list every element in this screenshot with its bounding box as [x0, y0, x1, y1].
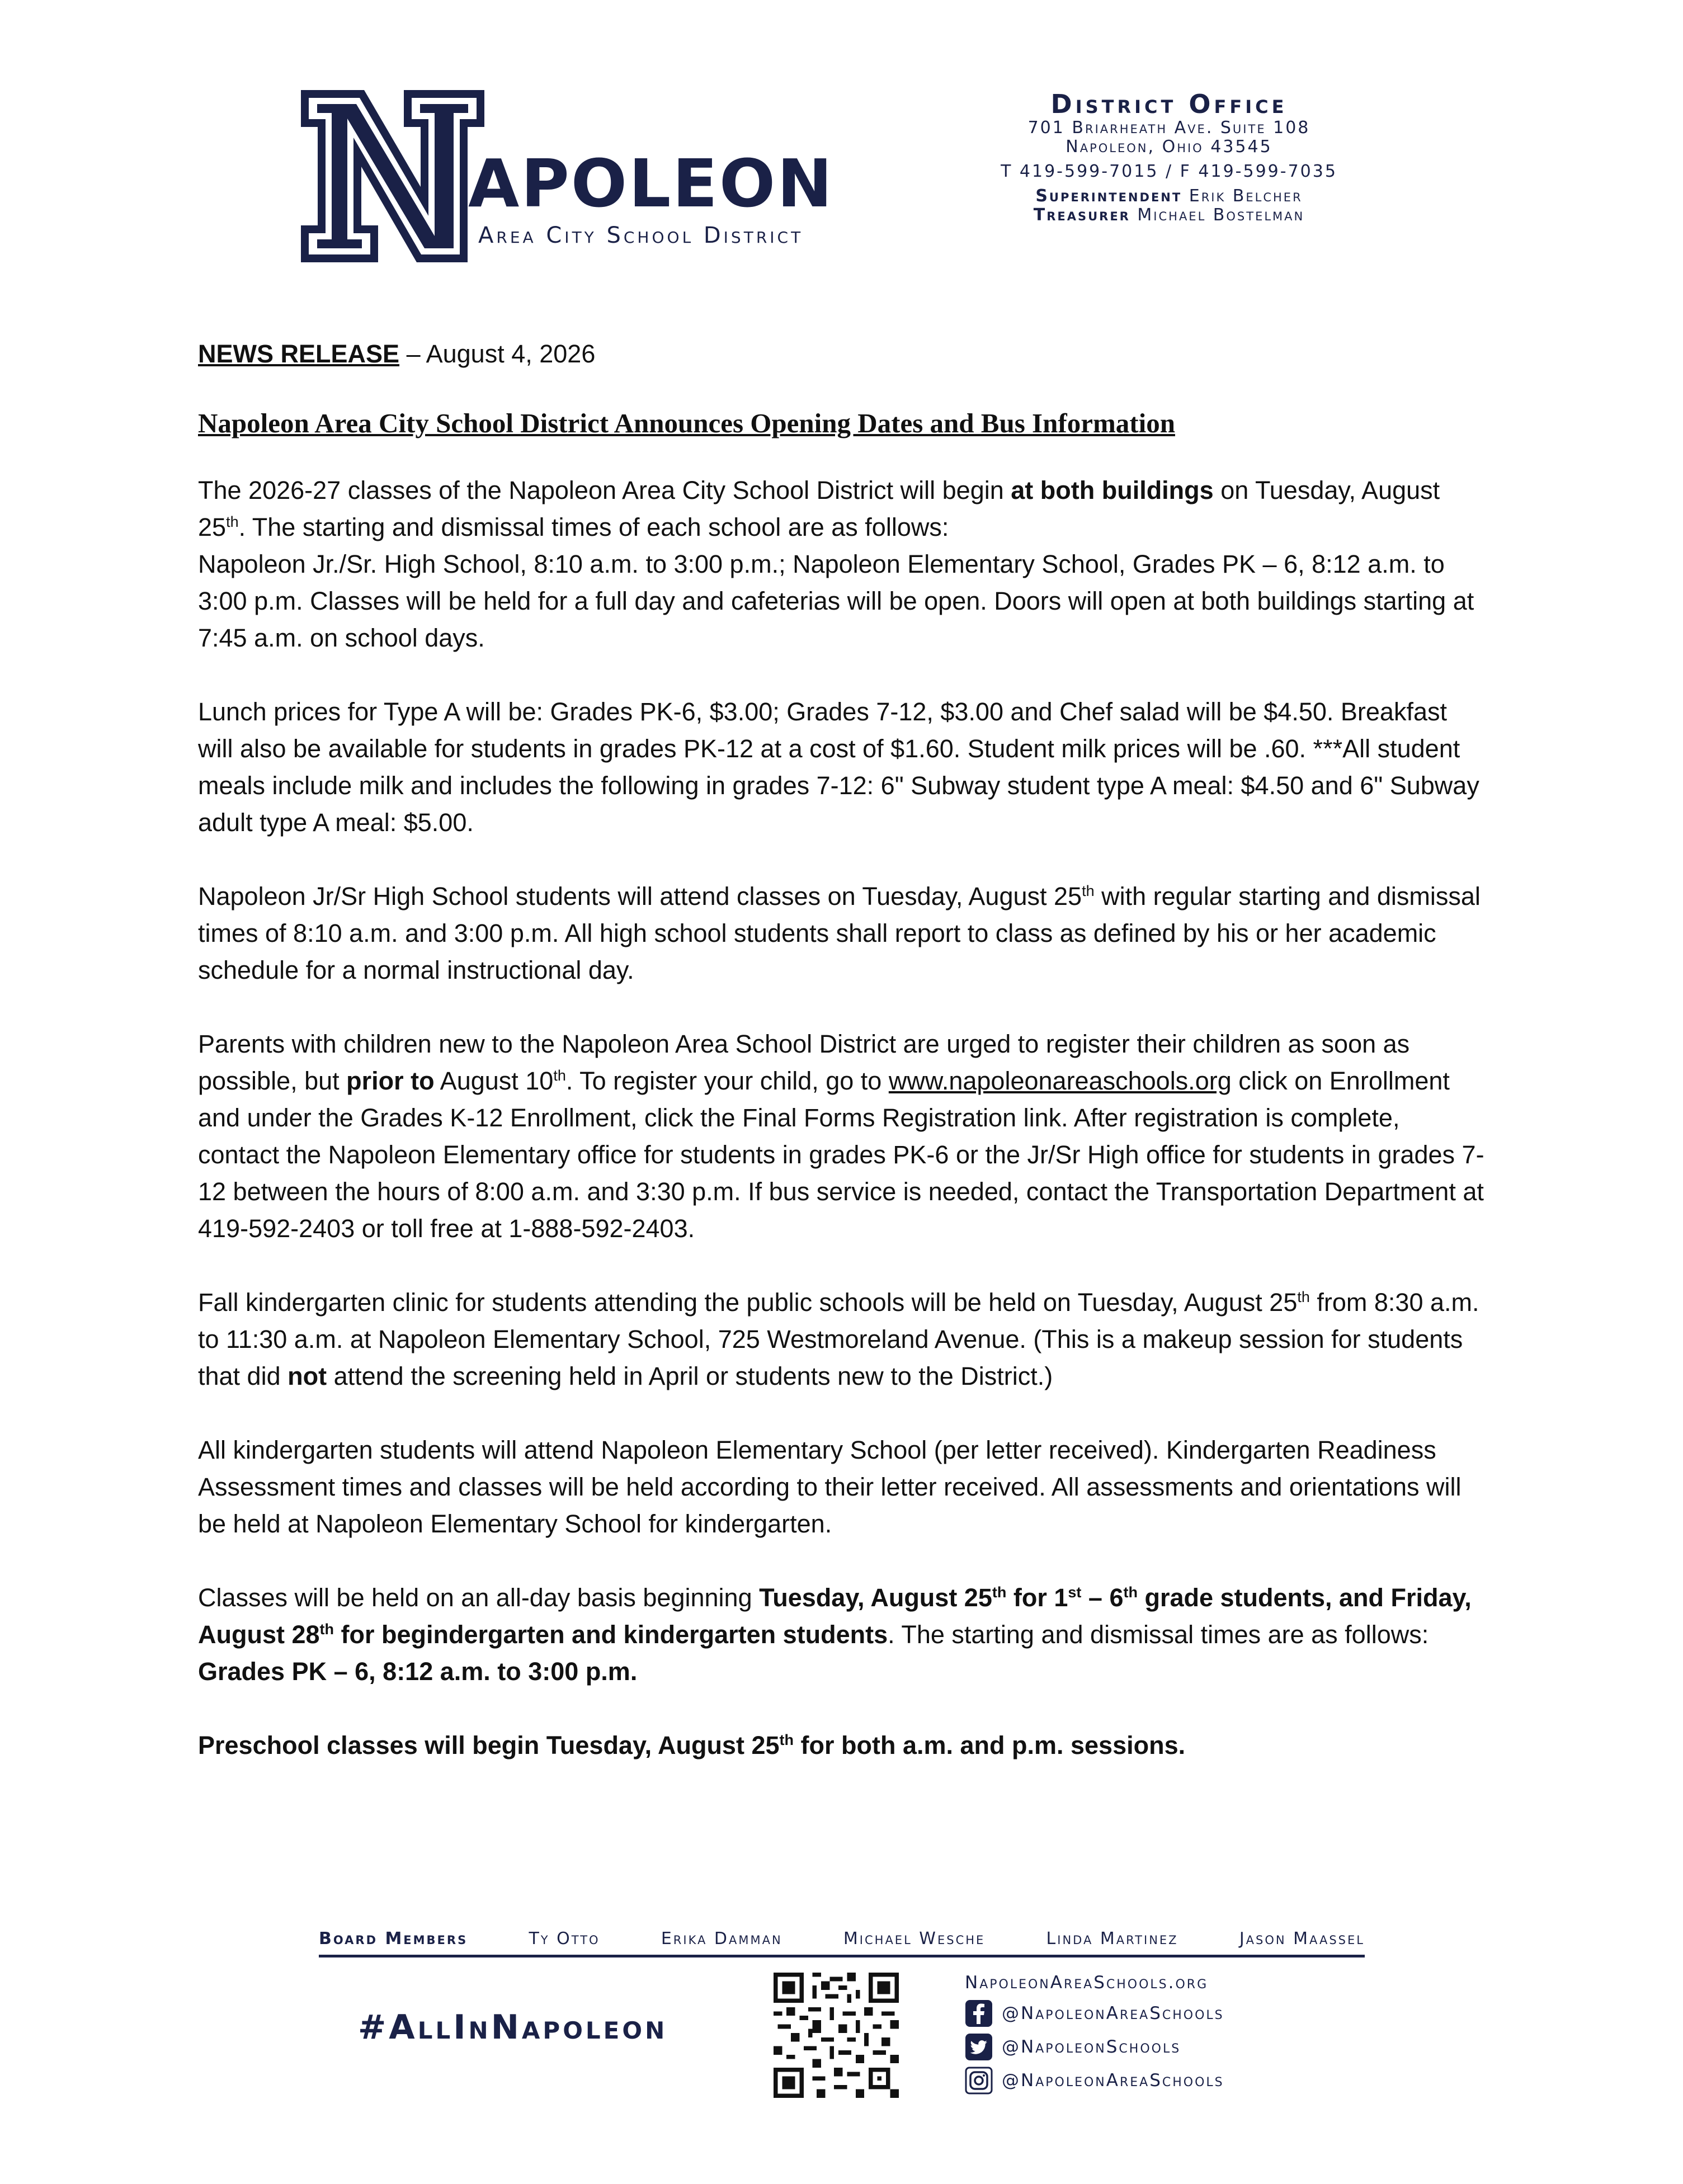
release-body	[198, 336, 1484, 1801]
twitter-row[interactable]	[965, 2030, 1368, 2064]
instagram-row[interactable]	[965, 2064, 1368, 2097]
text-run: . The starting and dismissal times of each school are as follows:	[238, 513, 949, 541]
text-run: Classes will be held on an all-day basis beginning	[198, 1583, 760, 1612]
superscript: th	[319, 1621, 334, 1638]
treasurer-label: Treasurer	[1033, 205, 1130, 225]
office-address-line1: 701 Briarheath Ave. Suite 108	[1027, 118, 1310, 138]
logo-wordmark: APOLEON	[468, 145, 834, 222]
office-treasurer	[951, 206, 1387, 225]
text-run: – 6	[1081, 1583, 1124, 1612]
superintendent-label: Superintendent	[1035, 186, 1182, 206]
paragraph-all-day-classes	[198, 1579, 1484, 1690]
instagram-icon	[965, 2067, 993, 2095]
facebook-row[interactable]	[965, 1997, 1368, 2030]
board-members-bar	[319, 1926, 1365, 1957]
district-logo	[300, 89, 871, 263]
website-link[interactable]: www.napoleonareaschools.org	[888, 1067, 1232, 1095]
office-superintendent	[951, 187, 1387, 206]
text-run: Parents with children new to the Napoleon Area School District are urged to register their children as soon as possible, but	[198, 1030, 1410, 1095]
superscript: st	[1068, 1584, 1082, 1601]
superscript: th	[226, 513, 239, 530]
twitter-icon	[965, 2033, 993, 2061]
treasurer-name: Michael Bostelman	[1137, 205, 1305, 225]
text-run: with regular starting and dismissal times of 8:10 a.m. and 3:00 p.m. All high school students shall report to class as defined by his or her academic schedule for a normal instructional day.	[198, 882, 1481, 984]
bold-run: Grades PK – 6, 8:12 a.m. to 3:00 p.m.	[198, 1657, 638, 1686]
text-run: for begindergarten and kindergarten students	[334, 1620, 888, 1649]
contact-list	[965, 1969, 1368, 2097]
news-release-label: NEWS RELEASE	[198, 339, 400, 368]
text-run: from 8:30 a.m. to 11:30 a.m. at Napoleon Elementary School, 725 Westmoreland Avenue. (This is a makeup session for students that did	[198, 1288, 1479, 1390]
logo-subtitle: Area City School District	[478, 223, 804, 248]
paragraph-registration	[198, 1026, 1484, 1247]
superscript: th	[992, 1584, 1007, 1601]
text-run: The 2026-27 classes of the Napoleon Area City School District will begin	[198, 476, 1011, 504]
board-member: Jason Maassel	[1239, 1929, 1365, 1949]
text-run: Preschool classes will begin Tuesday, August 25	[198, 1731, 780, 1760]
office-address-line2: Napoleon, Ohio 43545	[1066, 137, 1272, 157]
qr-code[interactable]	[774, 1973, 899, 2098]
text-run: attend the screening held in April or students new to the District.)	[327, 1362, 1053, 1390]
hashtag: #AllInNapoleon	[358, 2008, 668, 2047]
text-run: . To register your child, go to	[565, 1067, 889, 1095]
text-run: . The starting and dismissal times are as follows:	[888, 1620, 1429, 1649]
headline: Napoleon Area City School District Announces Opening Dates and Bus Information	[198, 408, 1175, 438]
text-run: Napoleon Jr./Sr. High School, 8:10 a.m. to 3:00 p.m.; Napoleon Elementary School, Grades PK – 6, 8:12 a.m. to 3:00 p.m. Classes will be held for a full day and cafeterias will be open. Doors will open at both buildings starting at 7:45 a.m. on school days.	[198, 550, 1474, 652]
footer-website[interactable]: NapoleonAreaSchools.org	[965, 1973, 1209, 1993]
text-run: click on Enrollment and under the Grades K-12 Enrollment, click the Final Forms Registration link. After registration is complete, contact the Napoleon Elementary office for students in grades PK-6 or the Jr/Sr High office for students in grades 7-12 between the hours of 8:00 a.m. and 3:30 p.m. If bus service is needed, contact the Transportation Department at 419-592-2403 or toll free at 1-888-592-2403.	[198, 1067, 1484, 1243]
superscript: th	[1297, 1289, 1310, 1305]
text-run: Napoleon Jr/Sr High School students will attend classes on Tuesday, August 25	[198, 882, 1082, 911]
footer-twitter[interactable]: @NapoleonSchools	[1002, 2037, 1181, 2057]
board-member: Michael Wesche	[843, 1929, 986, 1949]
text-run: grade students, and Friday, August 28	[198, 1583, 1472, 1649]
superscript: th	[1082, 883, 1095, 899]
board-member: Erika Damman	[661, 1929, 782, 1949]
facebook-icon	[965, 1999, 993, 2027]
news-release-date: – August 4, 2026	[406, 339, 596, 368]
paragraph-high-school	[198, 878, 1484, 989]
paragraph-kindergarten-attendance: All kindergarten students will attend Napoleon Elementary School (per letter received). Kindergarten Readiness Assessment times and classes will be held according to their letter received. All assessments and orientations will be held at Napoleon Elementary School for kindergarten.	[198, 1436, 1462, 1538]
office-phone-fax: T 419-599-7015 / F 419-599-7035	[1001, 162, 1337, 181]
text-run: for both a.m. and p.m. sessions.	[794, 1731, 1186, 1760]
text-run: on Tuesday, August 25	[198, 476, 1440, 541]
paragraph-lunch-prices: Lunch prices for Type A will be: Grades PK-6, $3.00; Grades 7-12, $3.00 and Chef salad will be $4.50. Breakfast will also be available for students in grades PK-12 at a cost of $1.60. Student milk prices will be .60. ***All student meals include milk and includes the following in grades 7-12: 6" Subway student type A meal: $4.50 and 6" Subway adult type A meal: $5.00.	[198, 697, 1479, 837]
footer-facebook[interactable]: @NapoleonAreaSchools	[1002, 2003, 1224, 2023]
office-title: District Office	[1050, 89, 1288, 119]
bold-run	[198, 1731, 1185, 1760]
paragraph-preschool	[198, 1727, 1484, 1764]
bold-run: prior to	[346, 1067, 435, 1095]
text-run: Tuesday, August 25	[759, 1583, 992, 1612]
website-row[interactable]	[965, 1969, 1368, 1997]
footer-instagram[interactable]: @NapoleonAreaSchools	[1002, 2070, 1224, 2091]
superscript: th	[553, 1067, 566, 1084]
board-member: Ty Otto	[529, 1929, 600, 1949]
board-member: Linda Martinez	[1046, 1929, 1178, 1949]
paragraph-opening	[198, 472, 1484, 657]
district-office-block	[951, 89, 1387, 225]
superintendent-name: Erik Belcher	[1189, 186, 1303, 206]
napoleon-n-logo-icon	[300, 89, 485, 263]
text-run: August 10	[434, 1067, 554, 1095]
superscript: th	[779, 1732, 794, 1748]
text-run: for 1	[1006, 1583, 1068, 1612]
news-release-line	[198, 336, 1484, 372]
superscript: th	[1123, 1584, 1138, 1601]
paragraph-kindergarten-clinic	[198, 1284, 1484, 1395]
text-run: Fall kindergarten clinic for students attending the public schools will be held on Tuesday, August 25	[198, 1288, 1298, 1317]
bold-run: at both buildings	[1011, 476, 1214, 504]
board-members-label: Board Members	[319, 1929, 468, 1949]
bold-run: not	[287, 1362, 327, 1390]
